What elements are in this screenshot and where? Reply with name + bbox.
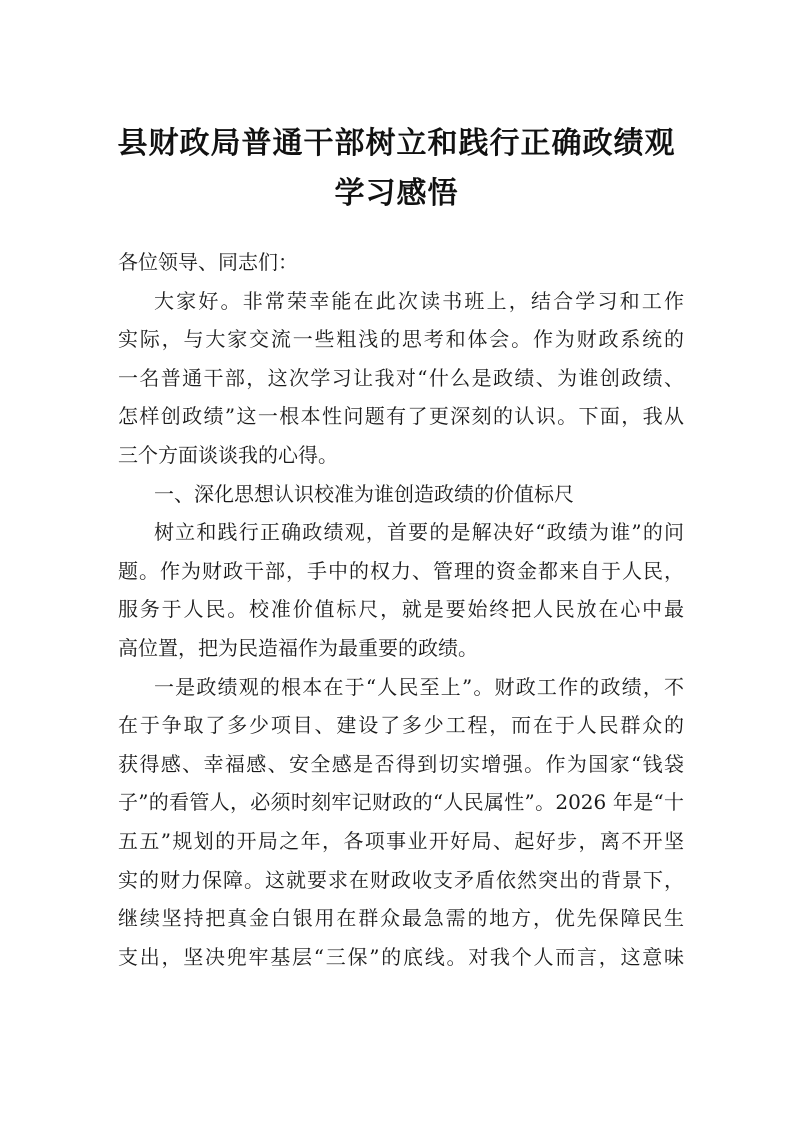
body-text-line: 子”的看管人，必须时刻牢记财政的“人民属性”。2026 年是“十 <box>118 790 684 815</box>
body-text-line: 支出，坚决兜牢基层“三保”的底线。对我个人而言，这意味 <box>118 944 684 969</box>
body-text-line: 三个方面谈谈我的心得。 <box>118 442 338 467</box>
body-text-line: 实际，与大家交流一些粗浅的思考和体会。作为财政系统的 <box>118 327 684 352</box>
body-text-line: 一、深化思想认识校准为谁创造政绩的价值标尺 <box>154 481 574 506</box>
body-text-line: 实的财力保障。这就要求在财政收支矛盾依然突出的背景下， <box>118 867 684 892</box>
body-text-line: 继续坚持把真金白银用在群众最急需的地方，优先保障民生 <box>118 906 684 931</box>
document-title-line-1: 县财政局普通干部树立和践行正确政绩观 <box>117 126 676 161</box>
body-text-line: 五五”规划的开局之年，各项事业开好局、起好步，离不开坚 <box>118 828 684 853</box>
document-body <box>118 243 684 976</box>
body-text-line: 题。作为财政干部，手中的权力、管理的资金都来自于人民， <box>118 558 684 583</box>
document-title-line-2: 学习感悟 <box>334 176 459 211</box>
body-text-line: 高位置，把为民造福作为最重要的政绩。 <box>118 635 478 660</box>
body-text-line: 大家好。非常荣幸能在此次读书班上，结合学习和工作 <box>154 288 684 313</box>
body-text-line: 一是政绩观的根本在于“人民至上”。财政工作的政绩，不 <box>154 674 684 699</box>
body-text-line: 在于争取了多少项目、建设了多少工程，而在于人民群众的 <box>118 713 684 738</box>
body-text-line: 服务于人民。校准价值标尺，就是要始终把人民放在心中最 <box>118 597 684 622</box>
body-text-line: 一名普通干部，这次学习让我对“什么是政绩、为谁创政绩、 <box>118 365 684 390</box>
body-text-line: 各位领导、同志们： <box>118 250 298 274</box>
body-text-line: 怎样创政绩”这一根本性问题有了更深刻的认识。下面，我从 <box>118 404 684 429</box>
body-text-line: 获得感、幸福感、安全感是否得到切实增强。作为国家“钱袋 <box>118 751 684 776</box>
body-text-line: 树立和践行正确政绩观，首要的是解决好“政绩为谁”的问 <box>154 520 684 545</box>
